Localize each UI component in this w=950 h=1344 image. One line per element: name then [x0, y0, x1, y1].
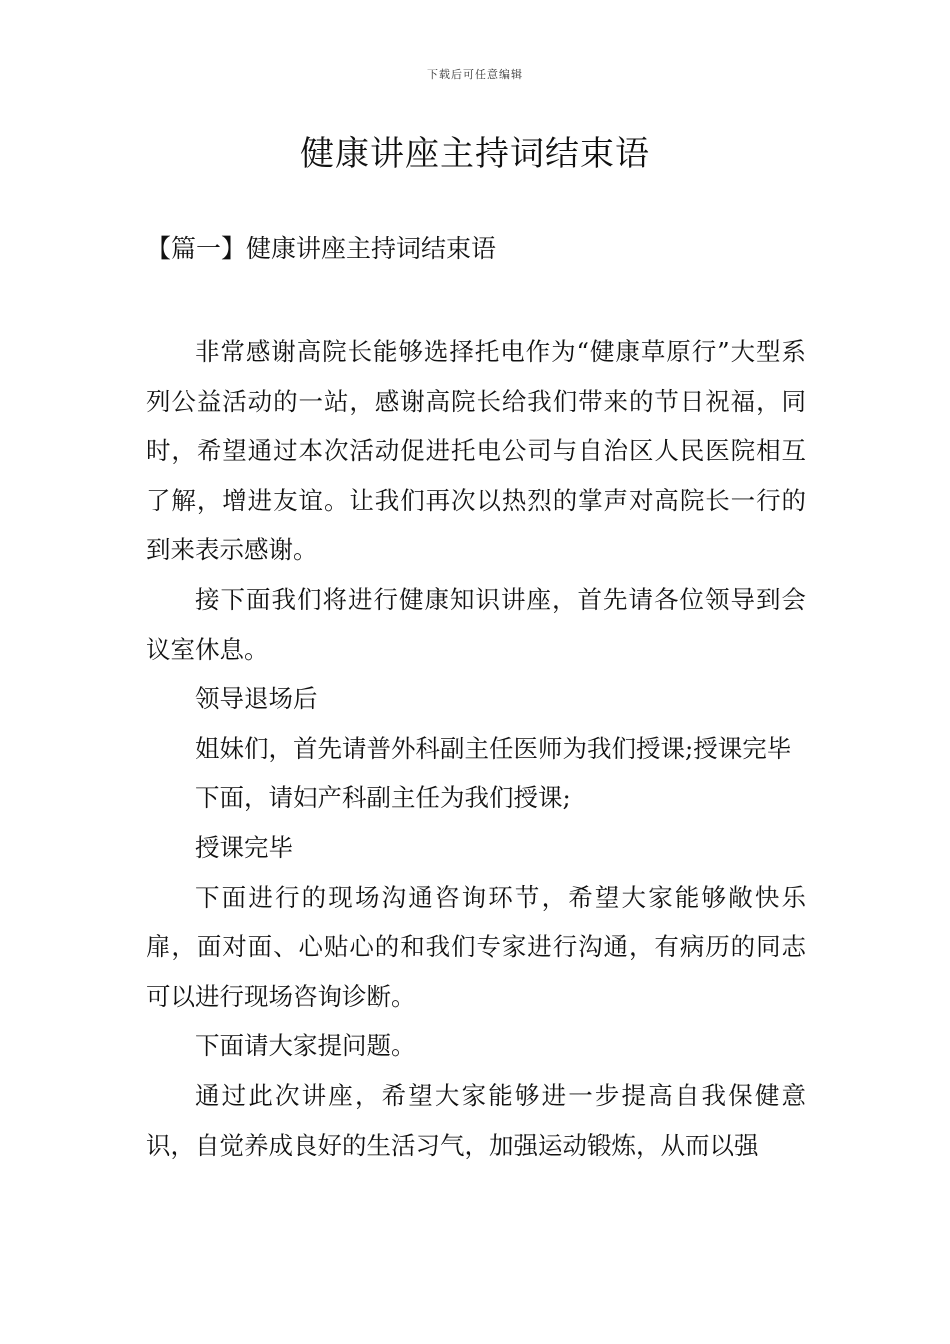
document-title: 健康讲座主持词结束语	[300, 134, 650, 174]
paragraph: 下面进行的现场沟通咨询环节，希望大家能够敞快乐扉，面对面、心贴心的和我们专家进行沟通，有病历的同志可以进行现场咨询诊断。	[146, 882, 806, 1011]
paragraph: 下面，请妇产科副主任为我们授课;	[195, 783, 571, 813]
paragraph: 接下面我们将进行健康知识讲座，首先请各位领导到会议室休息。	[146, 584, 806, 664]
paragraph: 非常感谢高院长能够选择托电作为“健康草原行”大型系列公益活动的一站，感谢高院长给我们带来的节日祝福，同时，希望通过本次活动促进托电公司与自治区人民医院相互了解，增进友谊。让我们再次以热烈的掌声对高院长一行的到来表示感谢。	[146, 337, 806, 565]
paragraph: 下面请大家提问题。	[195, 1031, 416, 1061]
paragraph: 姐妹们，首先请普外科副主任医师为我们授课;授课完毕	[195, 733, 792, 763]
paragraph: 领导退场后	[195, 684, 318, 714]
paragraph: 授课完毕	[195, 832, 293, 862]
document-body	[146, 327, 806, 1170]
paragraph: 通过此次讲座，希望大家能够进一步提高自我保健意识，自觉养成良好的生活习气，加强运动锻炼，从而以强	[146, 1080, 806, 1160]
page-header-note: 下载后可任意编辑	[427, 68, 523, 81]
section-heading: 【篇一】健康讲座主持词结束语	[146, 234, 497, 263]
